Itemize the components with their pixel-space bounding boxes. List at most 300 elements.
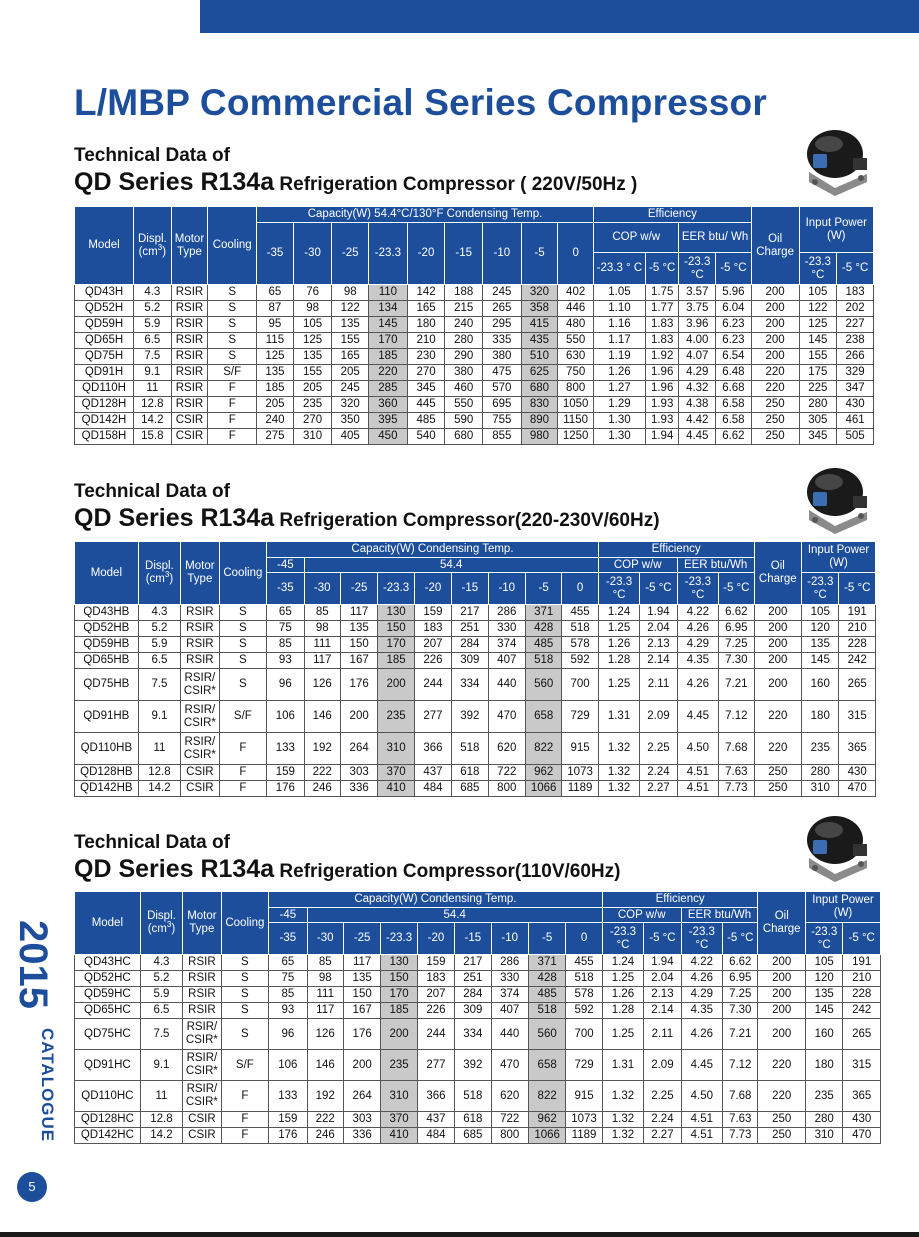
table-row bbox=[75, 637, 876, 653]
table-cell: 822 bbox=[525, 733, 561, 765]
table-cell: 245 bbox=[483, 285, 522, 301]
table-row bbox=[75, 429, 874, 445]
table-cell: 266 bbox=[837, 349, 874, 365]
header-model: Model bbox=[75, 542, 139, 605]
table-cell: 1.24 bbox=[598, 605, 639, 621]
power-temp: -23.3 °C bbox=[805, 923, 842, 955]
table-cell: 125 bbox=[799, 317, 837, 333]
table-cell: RSIR/ CSIR* bbox=[183, 1019, 221, 1050]
table-cell: 135 bbox=[293, 349, 332, 365]
table-cell: 6.23 bbox=[716, 317, 752, 333]
table-row bbox=[75, 1128, 881, 1144]
table-row bbox=[75, 397, 874, 413]
table-cell: 1.25 bbox=[602, 1019, 643, 1050]
table-cell: 485 bbox=[528, 987, 565, 1003]
table-cell: 265 bbox=[483, 301, 522, 317]
table-cell: 570 bbox=[483, 381, 522, 397]
cap-temp: -15 bbox=[452, 573, 488, 605]
cond-temp-low: -45 bbox=[267, 558, 304, 573]
cap-temp: -20 bbox=[417, 923, 454, 955]
table-cell: 242 bbox=[843, 1003, 881, 1019]
table-cell: 205 bbox=[257, 397, 294, 413]
table-cell: 540 bbox=[407, 429, 445, 445]
table-cell: 65 bbox=[269, 955, 307, 971]
table-cell: 191 bbox=[839, 605, 876, 621]
table-cell: 407 bbox=[491, 1003, 528, 1019]
table-cell: 1.27 bbox=[593, 381, 645, 397]
table-cell: 4.50 bbox=[681, 1081, 722, 1112]
table-cell: 242 bbox=[839, 653, 876, 669]
header-capacity: Capacity(W) Condensing Temp. bbox=[269, 892, 603, 908]
table-cell: 550 bbox=[558, 333, 594, 349]
table-cell: S bbox=[221, 987, 269, 1003]
cap-temp: -15 bbox=[445, 223, 483, 285]
table-cell: 455 bbox=[566, 955, 602, 971]
table-cell: 1150 bbox=[558, 413, 594, 429]
table-cell: 658 bbox=[528, 1050, 565, 1081]
table-cell: 1.05 bbox=[593, 285, 645, 301]
header-eer: EER btu/Wh bbox=[677, 558, 754, 573]
header-cop: COP w/w bbox=[602, 908, 681, 923]
spec-table-220v-50hz bbox=[74, 206, 874, 445]
table-cell: 165 bbox=[332, 349, 369, 365]
table-row bbox=[75, 1050, 881, 1081]
table-cell: 192 bbox=[304, 733, 340, 765]
table-cell: CSIR bbox=[181, 765, 219, 781]
table-cell: 680 bbox=[521, 381, 558, 397]
table-cell: S/F bbox=[219, 701, 267, 733]
table-cell: QD75H bbox=[75, 349, 134, 365]
table-cell: 1.32 bbox=[602, 1128, 643, 1144]
header-cooling: Cooling bbox=[219, 542, 267, 605]
spec-table-220-230v-60hz bbox=[74, 541, 876, 797]
eff-temp: -5 °C bbox=[719, 573, 754, 605]
table-row bbox=[75, 955, 881, 971]
table-cell: 365 bbox=[839, 733, 876, 765]
table-cell: 176 bbox=[267, 781, 304, 797]
table-cell: 217 bbox=[455, 955, 491, 971]
table-cell: 309 bbox=[452, 653, 488, 669]
table-cell: 330 bbox=[488, 621, 525, 637]
table-cell: 7.30 bbox=[719, 653, 754, 669]
table-cell: 264 bbox=[340, 733, 377, 765]
table-cell: 285 bbox=[369, 381, 408, 397]
series-name: QD Series R134a bbox=[74, 168, 275, 196]
cap-temp: -10 bbox=[491, 923, 528, 955]
table-cell: RSIR bbox=[183, 1003, 221, 1019]
table-cell: 222 bbox=[307, 1112, 343, 1128]
table-cell: 625 bbox=[521, 365, 558, 381]
table-cell: 117 bbox=[304, 653, 340, 669]
table-cell: 374 bbox=[491, 987, 528, 1003]
table-cell: 461 bbox=[837, 413, 874, 429]
table-cell: 207 bbox=[414, 637, 451, 653]
table-cell: 4.38 bbox=[679, 397, 716, 413]
section-title bbox=[74, 503, 660, 537]
table-cell: 4.45 bbox=[681, 1050, 722, 1081]
section-title bbox=[74, 854, 620, 888]
table-cell: QD65HC bbox=[75, 1003, 141, 1019]
table-cell: 225 bbox=[799, 381, 837, 397]
table-cell: 1.32 bbox=[598, 733, 639, 765]
header-displacement: Displ. $(cm^3)$ bbox=[140, 892, 182, 955]
table-cell: 2.25 bbox=[640, 733, 677, 765]
table-cell: 1.83 bbox=[645, 333, 679, 349]
table-cell: 98 bbox=[307, 971, 343, 987]
table-cell: 200 bbox=[754, 653, 802, 669]
table-cell: 560 bbox=[528, 1019, 565, 1050]
table-row bbox=[75, 781, 876, 797]
table-cell: 170 bbox=[381, 987, 417, 1003]
table-cell: 200 bbox=[751, 285, 799, 301]
table-cell: 200 bbox=[754, 637, 802, 653]
table-cell: 450 bbox=[369, 429, 408, 445]
table-cell: 2.14 bbox=[640, 653, 677, 669]
table-row bbox=[75, 333, 874, 349]
table-cell: 470 bbox=[488, 701, 525, 733]
table-cell: 310 bbox=[378, 733, 414, 765]
table-cell: F bbox=[221, 1128, 269, 1144]
table-cell: 2.14 bbox=[644, 1003, 681, 1019]
table-cell: 191 bbox=[843, 955, 881, 971]
table-cell: 475 bbox=[483, 365, 522, 381]
table-cell: 380 bbox=[483, 349, 522, 365]
table-cell: RSIR/ CSIR* bbox=[183, 1050, 221, 1081]
table-row bbox=[75, 365, 874, 381]
table-cell: 347 bbox=[837, 381, 874, 397]
table-row bbox=[75, 317, 874, 333]
table-cell: QD91H bbox=[75, 365, 134, 381]
table-cell: 6.04 bbox=[716, 301, 752, 317]
cap-temp: -25 bbox=[332, 223, 369, 285]
table-cell: 4.29 bbox=[679, 365, 716, 381]
table-cell: 135 bbox=[343, 971, 380, 987]
table-cell: 145 bbox=[805, 1003, 842, 1019]
table-cell: RSIR bbox=[181, 621, 219, 637]
table-cell: 183 bbox=[837, 285, 874, 301]
table-cell: 518 bbox=[452, 733, 488, 765]
table-cell: 685 bbox=[452, 781, 488, 797]
page-title: L/MBP Commercial Series Compressor bbox=[74, 82, 767, 123]
table-cell: 1.26 bbox=[602, 987, 643, 1003]
table-cell: 470 bbox=[839, 781, 876, 797]
table-cell: 115 bbox=[257, 333, 294, 349]
table-cell: 280 bbox=[799, 397, 837, 413]
table-cell: 4.32 bbox=[679, 381, 716, 397]
table-cell: S/F bbox=[221, 1050, 269, 1081]
table-cell: 250 bbox=[754, 765, 802, 781]
table-cell: 1250 bbox=[558, 429, 594, 445]
table-cell: 310 bbox=[805, 1128, 842, 1144]
table-cell: F bbox=[208, 397, 257, 413]
table-cell: QD65H bbox=[75, 333, 134, 349]
table-cell: 428 bbox=[525, 621, 561, 637]
table-cell: 180 bbox=[407, 317, 445, 333]
table-cell: 270 bbox=[293, 413, 332, 429]
table-cell: 410 bbox=[381, 1128, 417, 1144]
table-cell: 460 bbox=[445, 381, 483, 397]
cap-temp: -30 bbox=[304, 573, 340, 605]
table-cell: 6.58 bbox=[716, 413, 752, 429]
cap-temp: -23.3 bbox=[369, 223, 408, 285]
table-cell: 915 bbox=[566, 1081, 602, 1112]
header-cop: COP w/w bbox=[598, 558, 677, 573]
header-displacement: Displ. $(cm^3)$ bbox=[134, 207, 172, 285]
table-cell: 240 bbox=[445, 317, 483, 333]
cap-temp: -30 bbox=[307, 923, 343, 955]
table-cell: F bbox=[208, 381, 257, 397]
table-cell: 1050 bbox=[558, 397, 594, 413]
table-cell: 800 bbox=[491, 1128, 528, 1144]
table-cell: 1.30 bbox=[593, 429, 645, 445]
header-eer: EER btu/ Wh bbox=[679, 223, 751, 253]
table-cell: S bbox=[219, 605, 267, 621]
table-cell: 3.75 bbox=[679, 301, 716, 317]
header-input-power: Input Power (W) bbox=[799, 207, 873, 253]
table-cell: 220 bbox=[369, 365, 408, 381]
table-cell: 2.11 bbox=[644, 1019, 681, 1050]
table-cell: 215 bbox=[445, 301, 483, 317]
table-cell: 200 bbox=[378, 669, 414, 701]
table-cell: 180 bbox=[805, 1050, 842, 1081]
table-cell: 96 bbox=[267, 669, 304, 701]
table-cell: 2.27 bbox=[644, 1128, 681, 1144]
table-cell: 1.24 bbox=[602, 955, 643, 971]
table-cell: 93 bbox=[267, 653, 304, 669]
table-cell: F bbox=[221, 1112, 269, 1128]
table-cell: 1189 bbox=[566, 1128, 602, 1144]
table-cell: 360 bbox=[369, 397, 408, 413]
table-cell: 146 bbox=[307, 1050, 343, 1081]
table-cell: 7.5 bbox=[140, 1019, 182, 1050]
table-cell: 175 bbox=[799, 365, 837, 381]
table-cell: 6.54 bbox=[716, 349, 752, 365]
table-cell: 5.96 bbox=[716, 285, 752, 301]
table-row bbox=[75, 301, 874, 317]
table-cell: 122 bbox=[332, 301, 369, 317]
table-cell: 470 bbox=[491, 1050, 528, 1081]
table-cell: 235 bbox=[293, 397, 332, 413]
table-cell: 180 bbox=[802, 701, 839, 733]
table-cell: 9.1 bbox=[134, 365, 172, 381]
table-cell: 202 bbox=[837, 301, 874, 317]
table-cell: 358 bbox=[521, 301, 558, 317]
table-cell: 1073 bbox=[566, 1112, 602, 1128]
table-cell: 700 bbox=[562, 669, 598, 701]
table-cell: 120 bbox=[805, 971, 842, 987]
table-row bbox=[75, 669, 876, 701]
header-motor-type: Motor Type bbox=[181, 542, 219, 605]
table-cell: 230 bbox=[407, 349, 445, 365]
table-cell: RSIR bbox=[171, 317, 208, 333]
series-name: QD Series R134a bbox=[74, 504, 275, 532]
section-title bbox=[74, 167, 637, 201]
table-cell: QD142H bbox=[75, 413, 134, 429]
table-cell: 407 bbox=[488, 653, 525, 669]
table-cell: 205 bbox=[332, 365, 369, 381]
table-cell: 165 bbox=[407, 301, 445, 317]
table-cell: 200 bbox=[381, 1019, 417, 1050]
table-row bbox=[75, 1019, 881, 1050]
table-cell: 4.51 bbox=[681, 1128, 722, 1144]
table-row bbox=[75, 605, 876, 621]
table-cell: 159 bbox=[267, 765, 304, 781]
cap-temp: -35 bbox=[269, 923, 307, 955]
table-cell: 4.3 bbox=[138, 605, 180, 621]
table-cell: 345 bbox=[799, 429, 837, 445]
header-cooling: Cooling bbox=[208, 207, 257, 285]
table-cell: 159 bbox=[414, 605, 451, 621]
table-cell: RSIR bbox=[171, 381, 208, 397]
power-temp: -23.3 °C bbox=[799, 253, 837, 285]
table-cell: 305 bbox=[799, 413, 837, 429]
table-cell: 1.92 bbox=[645, 349, 679, 365]
table-cell: 122 bbox=[799, 301, 837, 317]
table-cell: QD110HB bbox=[75, 733, 139, 765]
table-body bbox=[75, 955, 881, 1144]
table-cell: 366 bbox=[417, 1081, 454, 1112]
table-cell: 371 bbox=[528, 955, 565, 971]
table-cell: 244 bbox=[417, 1019, 454, 1050]
table-cell: 620 bbox=[491, 1081, 528, 1112]
cond-temp-low: -45 bbox=[269, 908, 307, 923]
table-cell: 2.24 bbox=[640, 765, 677, 781]
table-cell: 980 bbox=[521, 429, 558, 445]
table-row bbox=[75, 765, 876, 781]
table-cell: 750 bbox=[558, 365, 594, 381]
table-cell: 4.45 bbox=[677, 701, 718, 733]
header-input-power: Input Power (W) bbox=[805, 892, 880, 923]
header-cooling: Cooling bbox=[221, 892, 269, 955]
table-cell: 200 bbox=[751, 301, 799, 317]
table-cell: 518 bbox=[566, 971, 602, 987]
table-cell: 618 bbox=[455, 1112, 491, 1128]
table-cell: F bbox=[219, 733, 267, 765]
table-cell: 370 bbox=[381, 1112, 417, 1128]
table-cell: CSIR bbox=[183, 1128, 221, 1144]
table-cell: 6.95 bbox=[723, 971, 758, 987]
table-cell: 251 bbox=[455, 971, 491, 987]
table-cell: 1.32 bbox=[602, 1112, 643, 1128]
table-cell: 1.29 bbox=[593, 397, 645, 413]
table-cell: 280 bbox=[802, 765, 839, 781]
section-subtitle: Technical Data of bbox=[74, 481, 230, 502]
table-cell: QD158H bbox=[75, 429, 134, 445]
cap-temp: 0 bbox=[562, 573, 598, 605]
table-cell: 250 bbox=[758, 1128, 806, 1144]
table-cell: 4.07 bbox=[679, 349, 716, 365]
section-heading-110v-60hz bbox=[74, 832, 620, 888]
table-cell: 98 bbox=[293, 301, 332, 317]
table-cell: 200 bbox=[758, 987, 806, 1003]
table-cell: RSIR/ CSIR* bbox=[181, 733, 219, 765]
table-cell: 334 bbox=[452, 669, 488, 701]
page-number: 5 bbox=[17, 1172, 47, 1202]
series-description: Refrigeration Compressor(220-230V/60Hz) bbox=[274, 510, 660, 531]
table-cell: QD91HB bbox=[75, 701, 139, 733]
header-cop: COP w/w bbox=[593, 223, 678, 253]
power-temp: -5 °C bbox=[843, 923, 881, 955]
table-cell: 370 bbox=[378, 765, 414, 781]
table-cell: 7.25 bbox=[723, 987, 758, 1003]
table-cell: 4.45 bbox=[679, 429, 716, 445]
catalogue-year-label bbox=[12, 920, 56, 1150]
table-cell: 65 bbox=[267, 605, 304, 621]
table-cell: 7.25 bbox=[719, 637, 754, 653]
table-cell: 6.5 bbox=[134, 333, 172, 349]
table-cell: 310 bbox=[293, 429, 332, 445]
table-cell: 246 bbox=[304, 781, 340, 797]
table-cell: 2.25 bbox=[644, 1081, 681, 1112]
table-cell: 155 bbox=[332, 333, 369, 349]
table-cell: 295 bbox=[483, 317, 522, 333]
table-cell: S/F bbox=[208, 365, 257, 381]
table-cell: 310 bbox=[802, 781, 839, 797]
table-cell: 200 bbox=[343, 1050, 380, 1081]
table-cell: 265 bbox=[843, 1019, 881, 1050]
table-cell: 133 bbox=[269, 1081, 307, 1112]
table-cell: 4.42 bbox=[679, 413, 716, 429]
table-cell: 200 bbox=[754, 621, 802, 637]
table-cell: 1073 bbox=[562, 765, 598, 781]
table-cell: 200 bbox=[340, 701, 377, 733]
eff-temp: -23.3 ° C bbox=[593, 253, 645, 285]
table-cell: 1.25 bbox=[602, 971, 643, 987]
table-cell: QD65HB bbox=[75, 653, 139, 669]
header-motor-type: Motor Type bbox=[183, 892, 221, 955]
table-cell: RSIR bbox=[181, 637, 219, 653]
top-header-bar bbox=[200, 0, 919, 33]
table-cell: 2.27 bbox=[640, 781, 677, 797]
table-cell: 183 bbox=[417, 971, 454, 987]
table-cell: 159 bbox=[269, 1112, 307, 1128]
table-cell: 1189 bbox=[562, 781, 598, 797]
table-cell: 250 bbox=[751, 429, 799, 445]
table-cell: 14.2 bbox=[140, 1128, 182, 1144]
cap-temp: -35 bbox=[257, 223, 294, 285]
table-cell: 228 bbox=[839, 637, 876, 653]
cap-temp: -5 bbox=[528, 923, 565, 955]
table-cell: 1.32 bbox=[602, 1081, 643, 1112]
table-cell: QD128H bbox=[75, 397, 134, 413]
header-efficiency: Efficiency bbox=[602, 892, 758, 908]
table-cell: 1.26 bbox=[593, 365, 645, 381]
power-temp: -23.3 °C bbox=[802, 573, 839, 605]
table-cell: RSIR bbox=[183, 971, 221, 987]
table-cell: 1.17 bbox=[593, 333, 645, 349]
power-temp: -5 °C bbox=[839, 573, 876, 605]
table-cell: 505 bbox=[837, 429, 874, 445]
table-cell: 240 bbox=[257, 413, 294, 429]
table-cell: 1066 bbox=[528, 1128, 565, 1144]
table-cell: 4.22 bbox=[681, 955, 722, 971]
table-cell: 93 bbox=[269, 1003, 307, 1019]
table-cell: 250 bbox=[754, 781, 802, 797]
table-cell: 245 bbox=[332, 381, 369, 397]
table-cell: QD43HB bbox=[75, 605, 139, 621]
table-cell: 518 bbox=[455, 1081, 491, 1112]
table-cell: 14.2 bbox=[134, 413, 172, 429]
table-cell: 1.93 bbox=[645, 397, 679, 413]
table-cell: F bbox=[219, 781, 267, 797]
table-cell: 130 bbox=[378, 605, 414, 621]
table-cell: 4.51 bbox=[677, 765, 718, 781]
table-cell: 227 bbox=[837, 317, 874, 333]
table-cell: 2.13 bbox=[640, 637, 677, 653]
year-text: 2015 bbox=[11, 920, 55, 1009]
table-cell: 2.24 bbox=[644, 1112, 681, 1128]
table-cell: 729 bbox=[562, 701, 598, 733]
